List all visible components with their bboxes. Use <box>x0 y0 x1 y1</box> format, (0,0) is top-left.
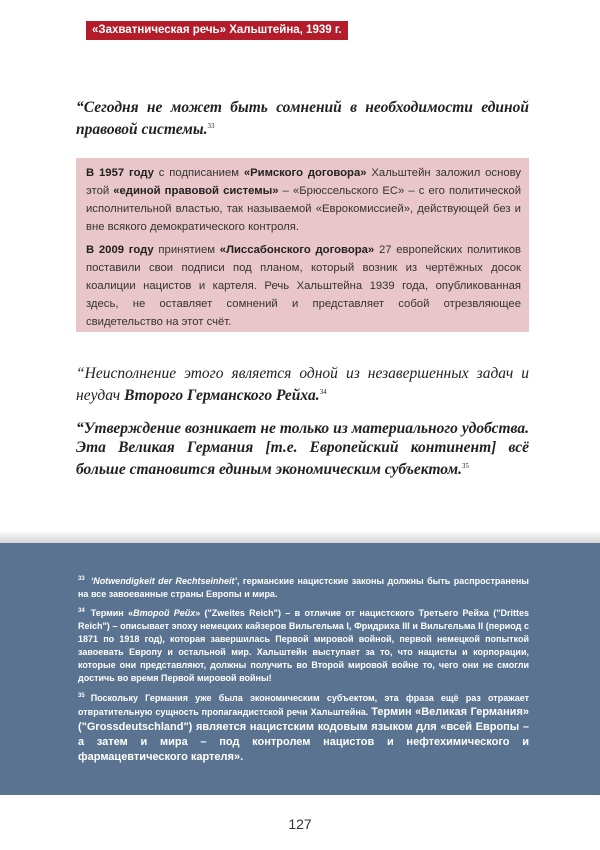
rome-treaty: «Римского договора» <box>243 167 367 179</box>
box-p1-t1: с подписанием <box>153 167 244 179</box>
footnote-ref-35[interactable]: 35 <box>461 462 469 470</box>
footnote-33 <box>78 573 529 601</box>
footnote-35-number: 35 <box>78 693 85 699</box>
footnote-34-t2: » ("Zweites Reich") – в отличие от нацистского Третьего Рейха ("Drittes Reich") – описывает эпоху немецких кайзеров Вильгельма I, Фридриха III и Вильгельма II (период с 1871 по 1918 год), которая завершилась Первой мировой войной, первой немецкой попыткой завоевать Европу и остальной мир. Хальштейн выступает за то, что нацисты и корпорации, которые они представляют, должны получить во Второй мировой войне то, чего они не смогли достичь во время Первой мировой войны! <box>78 608 529 683</box>
quote-3 <box>76 419 529 479</box>
quote-2-text: “Неисполнение этого является одной из незавершенных задач и неудач <box>76 365 529 405</box>
footer-shadow <box>0 530 600 544</box>
year-2009: В 2009 году <box>86 244 154 256</box>
footnote-ref-33[interactable]: 33 <box>207 122 215 130</box>
second-reich: Второго Германского Рейха. <box>124 387 320 405</box>
lisbon-treaty: «Лиссабонского договора» <box>219 244 375 256</box>
footnote-34-t1: Термин « <box>90 608 134 618</box>
footnotes-panel <box>0 543 600 795</box>
box-paragraph-1957 <box>86 164 521 236</box>
footnote-33-title: ‘Notwendigkeit der Rechtseinheit’ <box>90 576 238 586</box>
footnote-34-number: 34 <box>78 608 85 614</box>
footnote-ref-34[interactable]: 34 <box>319 388 327 396</box>
unified-legal-system: «единой правовой системы» <box>113 185 279 197</box>
page-number: 127 <box>288 816 312 832</box>
footnote-33-number: 33 <box>78 576 85 582</box>
box-p1-t2: Хальштейн заложил основу этой <box>86 167 522 197</box>
quote-1 <box>76 98 529 139</box>
footnote-35 <box>78 690 529 765</box>
footnote-34-term: Второй Рейх <box>133 608 196 618</box>
box-paragraph-2009 <box>86 241 521 331</box>
footnote-35-t1: Поскольку Германия уже была экономическим субъектом, эта фраза ещё раз отражает отвратительную сущность пропагандистской речи Хальштейна. <box>78 693 529 717</box>
highlight-box <box>76 158 529 332</box>
year-1957: В 1957 году <box>86 167 154 179</box>
quote-2 <box>76 364 529 405</box>
quote-3-text: “Утверждение возникает не только из материального удобства. Эта Великая Германия [т.е. Европейский континент] всё больше становится единым экономическим субъектом. <box>76 420 529 479</box>
box-p1-t3: – «Брюссельского ЕС» – с его политической исполнительной властью, так называемой «Еврокомиссией», действующей без и вне всякого демократического контроля. <box>86 185 522 233</box>
box-p2-t2: 27 европейских политиков поставили свои подписи под планом, который возник из чертёжных досок коалиции нацистов и картеля. Речь Хальштейна 1939 года, опубликованная здесь, не оставляет сомнений и представляет собой отрезвляющее свидетельство на этот счёт. <box>86 244 521 328</box>
footnote-35-emphasis: Термин «Великая Германия» ("Grossdeutschland") является нацистским кодовым языком для «всей Европы – а затем и мира – под контролем нацистов и нефтехимического и фармацевтического картеля». <box>78 706 529 763</box>
quote-1-text: “Сегодня не может быть сомнений в необходимости единой правовой системы. <box>76 99 529 139</box>
footnote-34 <box>78 605 529 685</box>
chapter-title-tag: «Захватническая речь» Хальштейна, 1939 г. <box>86 21 348 40</box>
footnote-33-text: , германские нацистские законы должны быть распространены на все завоеванные страны Европы и мира. <box>78 576 529 599</box>
box-p2-t1: принятием <box>153 244 220 256</box>
